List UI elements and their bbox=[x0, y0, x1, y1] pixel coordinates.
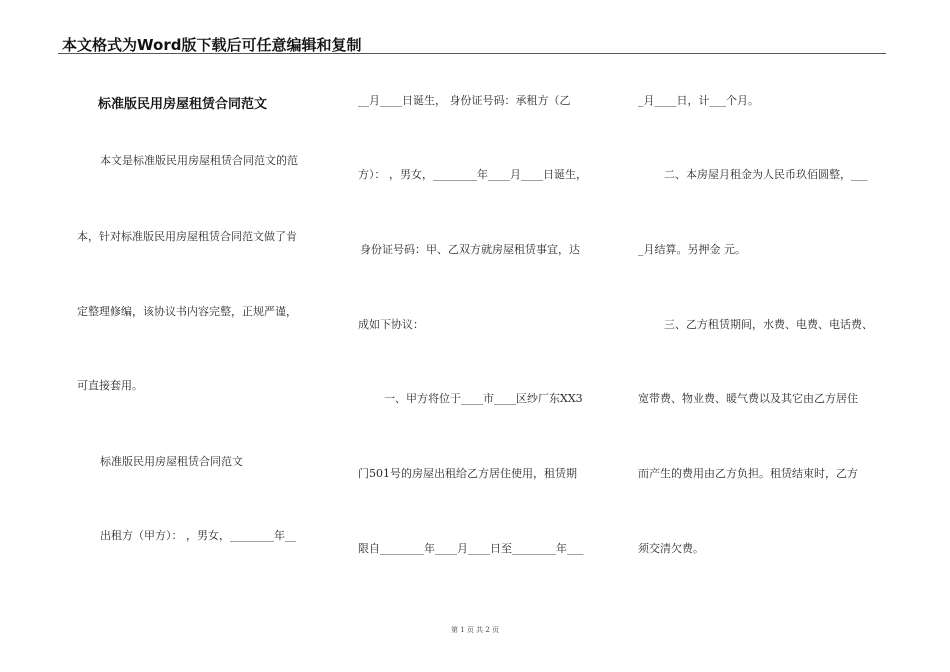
paragraph-line: _月____日，计___个月。 bbox=[638, 94, 759, 107]
paragraph-line: 宽带费、物业费、暖气费以及其它由乙方居住 bbox=[638, 392, 858, 405]
paragraph-line: 二、本房屋月租金为人民币玖佰圆整，___ bbox=[664, 168, 868, 181]
paragraph-line: __月____日诞生， 身份证号码：承租方（乙 bbox=[358, 94, 571, 107]
page-number: 第 1 页 共 2 页 bbox=[450, 626, 500, 634]
paragraph-line: 一、甲方将位于____市____区纱厂东XX3 bbox=[384, 392, 583, 405]
paragraph-line: 成如下协议： bbox=[358, 318, 424, 331]
paragraph-line: 标准版民用房屋租赁合同范文 bbox=[100, 455, 243, 468]
paragraph-line: 而产生的费用由乙方负担。租赁结束时，乙方 bbox=[638, 467, 858, 480]
paragraph-line: 本，针对标准版民用房屋租赁合同范文做了肯 bbox=[77, 230, 297, 243]
paragraph-line: 三、乙方租赁期间，水费、电费、电话费、 bbox=[664, 318, 873, 331]
column-2 bbox=[350, 0, 610, 672]
paragraph-line: 可直接套用。 bbox=[77, 379, 143, 392]
column-3 bbox=[630, 0, 892, 672]
paragraph-line: 门501号的房屋出租给乙方居住使用，租赁期 bbox=[358, 467, 577, 480]
paragraph-line: _月结算。另押金 元。 bbox=[638, 243, 746, 256]
paragraph-line: 须交清欠费。 bbox=[638, 542, 704, 555]
paragraph-line: 出租方（甲方）： ，男女，________年__ bbox=[100, 529, 296, 542]
paragraph-line: 定整理修编，该协议书内容完整，正规严谨， bbox=[77, 305, 297, 318]
paragraph-line: 身份证号码：甲、乙双方就房屋租赁事宜，达 bbox=[360, 243, 580, 256]
paragraph-line: 限自________年____月____日至________年___ bbox=[358, 542, 584, 555]
header-text: 本文格式为Word版下载后可任意编辑和复制 bbox=[62, 36, 362, 54]
document-title: 标准版民用房屋租赁合同范文 bbox=[98, 97, 268, 112]
paragraph-line: 本文是标准版民用房屋租赁合同范文的范 bbox=[100, 154, 298, 167]
paragraph-line: 方）： ，男女，________年____月____日诞生， bbox=[358, 168, 587, 181]
column-1 bbox=[60, 0, 330, 672]
